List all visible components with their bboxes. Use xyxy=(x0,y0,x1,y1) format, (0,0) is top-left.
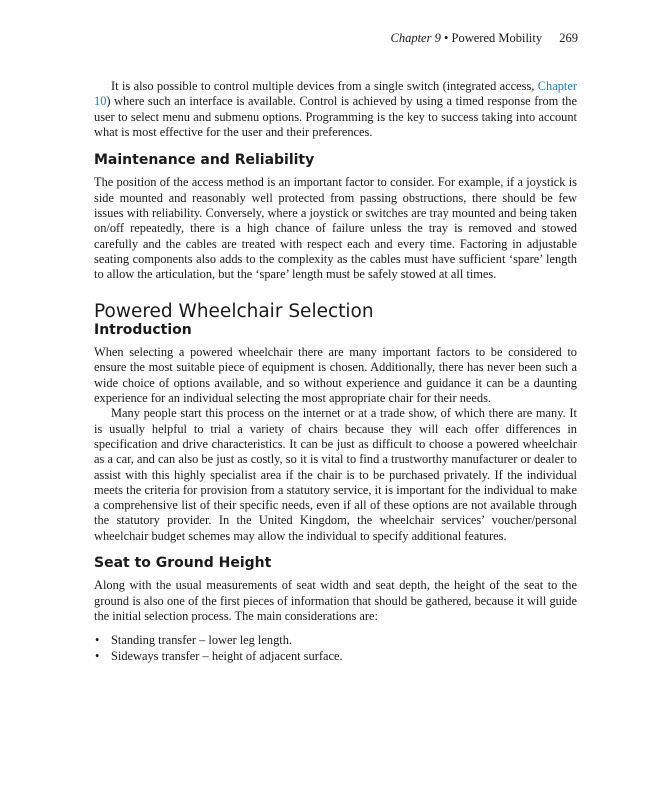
intro-paragraph xyxy=(94,79,577,140)
selection-paragraph-2: Many people start this process on the internet or at a trade show, of which there are many. It is usually helpful to trial a variety of chairs because they will each offer differences in specification and drive characteristics. It can be just as difficult to choose a powered wheelchair as a car, and can also be just as costly, so it is vital to find a trustworthy manufacturer or dealer to assist with this highly specialist area if the chair is to be purchased privately. If the individual meets the criteria for provision from a statutory service, it is important for the individual to make a comprehensive list of their specific needs, even if all of these options are not available through the statutory provider. In the United Kingdom, the wheelchair services’ voucher/personal wheelchair budget schemes may allow the individual to specify additional features. xyxy=(94,406,577,543)
considerations-list xyxy=(94,632,577,664)
maintenance-heading: Maintenance and Reliability xyxy=(94,152,315,169)
list-item-text: Standing transfer – lower leg length. xyxy=(111,633,292,648)
chapter-title: Powered Mobility xyxy=(451,31,543,45)
list-item-text: Sideways transfer – height of adjacent surface. xyxy=(111,649,343,664)
list-item xyxy=(94,648,577,664)
page-body xyxy=(94,79,577,664)
list-item xyxy=(94,632,577,648)
intro-paragraph-text-2: ) where such an interface is available. Control is achieved by using a timed response from the user to select menu and submenu options. Programming is the key to success taking into account what is most effective for the user and their preferences. xyxy=(94,94,577,139)
intro-paragraph-text-1: It is also possible to control multiple devices from a single switch (integrated access, xyxy=(111,79,538,93)
introduction-heading: Introduction xyxy=(94,321,192,338)
chapter-10-link[interactable]: Chapter 10 xyxy=(94,79,577,109)
page-number: 269 xyxy=(559,31,578,45)
chapter-label: Chapter 9 xyxy=(390,31,441,45)
section-heading-wheelchair-selection: Powered Wheelchair Selection xyxy=(94,300,374,322)
selection-paragraph-1: When selecting a powered wheelchair there are many important factors to be considered to ensure the most suitable piece of equipment is chosen. Additionally, there has never been such a wide choice of options available, and so without experience and guidance it can be a daunting experience for an individual selecting the most appropriate chair for their needs. xyxy=(94,345,577,406)
running-header xyxy=(391,31,579,46)
maintenance-paragraph: The position of the access method is an important factor to consider. For example, if a joystick is side mounted and reasonably well protected from passing obstructions, there should be few issues with reliability. Conversely, where a joystick or switches are tray mounted and being taken on/off repeatedly, there is a high chance of failure unless the tray is removed and stowed carefully and the cables are treated with respect each and every time. Factoring in adjustable seating components also adds to the complexity as the cables must have sufficient ‘spare’ length to allow the articulation, but the ‘spare’ length must be safely stowed at all times. xyxy=(94,175,577,282)
seat-height-paragraph: Along with the usual measurements of seat width and seat depth, the height of the seat to the ground is also one of the first pieces of information that should be gathered, because it will guide the initial selection process. The main considerations are: xyxy=(94,578,577,623)
bullet-icon: • xyxy=(95,633,100,648)
bullet-icon: • xyxy=(95,649,100,664)
header-separator: • xyxy=(443,31,449,45)
seat-height-heading: Seat to Ground Height xyxy=(94,555,272,572)
